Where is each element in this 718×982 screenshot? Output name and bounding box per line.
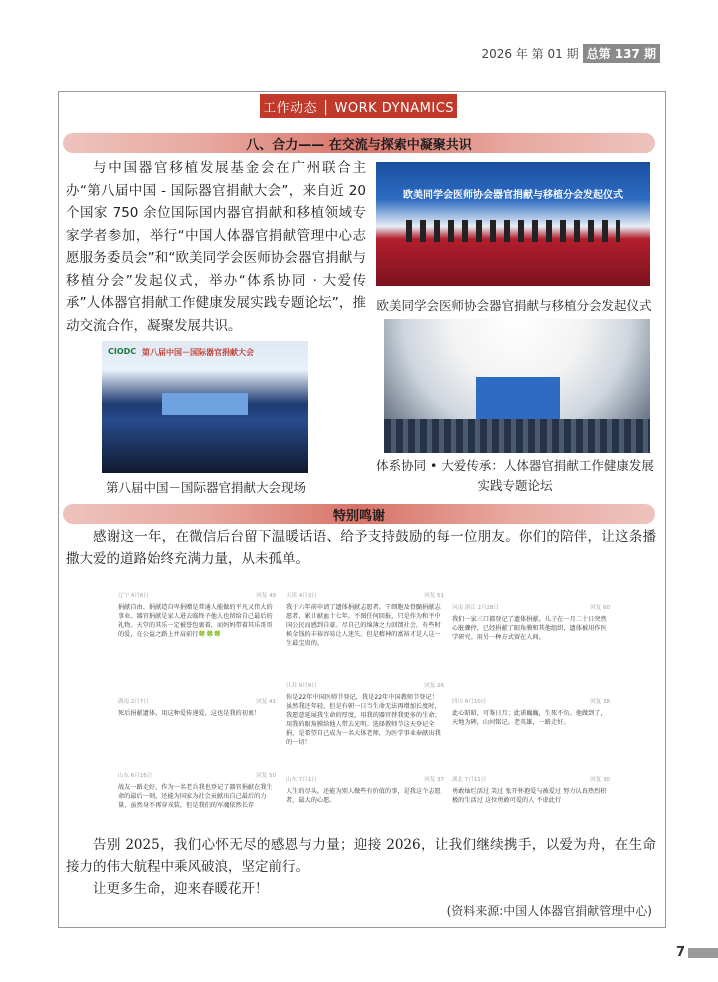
page-number: 7 [676,945,686,960]
comment-text: 死后捐献遗体，用这种爱传递爱，这也是我的初衷！ [118,710,261,717]
comment-likes: 回复 30 [590,777,610,783]
comment-meta: 山东 7月1日 [286,777,317,783]
comment-card [452,776,610,805]
comment-text: 我于六年前申请了遗体捐献志愿者。干细胞及骨髓捐献志愿者，累计献血十七年。不图任何回报，只是作为和平中国公民而感到自豪。尽自己的绵薄之力回馈社会，有些时候金钱的丰裕容易让人迷失。但是精神的富裕才是人这一生最宝贵的。 [286,604,441,647]
comment-meta: 湖南 2月7日 [118,699,149,705]
comment-card [286,682,444,747]
comment-text: 你是22年中国医师节登记，我是22年中国教师节登记！虽然我还年轻，但是有朝一日当生命无法再增加长度时，我愿意延展我生命的厚度，用我的器官替我更多的生命；用我的眼角膜给他人带去光明。选择教师节这天登记全捐，是希望自己成为一名大体老师，为医学事业奉献出我的一切！ [286,694,441,746]
issue-info [482,44,660,63]
conference-logo: CIODC [108,347,137,356]
intro-paragraph: 与中国器官移植发展基金会在广州联合主办“第八届中国 - 国际器官捐献大会”，来自近 20 个国家 750 余位国际国内器官捐献和移植领域专家学者参加，举行“中国人体器官捐献管理中心志愿服务委员会”和“欧美同学会医师协会器官捐献与移植分会”发起仪式，举办“体系协同 · 大爱传承”人体器官捐献工作健康发展实践专题论坛”，推动交流合作，凝聚发展共识。 [66,160,366,334]
conference-screen [162,393,248,415]
comment-meta: 四川 6月10日 [452,699,487,705]
ceremony-caption: 欧美同学会医师协会器官捐献与移植分会发起仪式 [376,298,652,313]
conference-photo [102,341,308,473]
conference-banner-title: 第八届中国－国际器官捐献大会 [142,348,254,357]
comment-meta: 江苏 9月9日 [286,683,317,689]
comment-meta: 湖北 7月11日 [452,777,487,783]
comment-likes: 回复 50 [256,773,276,779]
issue-total-badge: 总第 137 期 [583,44,660,63]
closing-paragraph-1: 告别 2025，我们心怀无尽的感恩与力量；迎接 2026，让我们继续携手，以爱为舟，在生命接力的伟大航程中乘风破浪，坚定前行。 [66,837,656,875]
comment-likes: 回复 60 [590,605,610,611]
issue-number: 2026 年 第 01 期 [481,47,579,61]
comment-card [118,592,276,639]
comment-likes: 回复 49 [256,593,276,599]
comment-likes: 回复 37 [424,777,444,783]
comment-card [452,698,610,727]
comment-text: 我们一家三口都登记了遗体捐献。儿子在一月二十日突然心脏骤停，已经捐献了眼角膜和其他组织，遗体被用作医学研究。用另一种方式留在人间。 [452,616,607,641]
comment-meta: 天津 4月3日 [286,593,317,599]
stage-people [406,220,620,242]
comment-text: 人生的尽头，还能为别人做些有价值的事，是我这个志愿者，最大的心愿。 [286,788,441,804]
comment-text: 捐献自由、捐献造自卑捐赠是普通人能做的平凡又伟大的事业。器官捐献是家人进去临终予他人也留给自己最后的礼物。天堂的其乐一定被誉包裹着，而妈妈带着其乐哥哥的爱，在公益之路上并肩前行🍀🍀🍀 [118,604,273,638]
comment-meta: 辽宁 4月6日 [118,593,149,599]
ceremony-banner-text: 欧美同学会医师协会器官捐献与移植分会发起仪式 [403,190,623,201]
forum-photo [384,319,650,453]
section-heading-cooperation: 八、合力—— 在交流与探索中凝聚共识 [63,133,655,153]
conference-caption: 第八届中国－国际器官捐献大会现场 [105,480,306,495]
comment-card [286,776,444,805]
source-note: (资料来源:中国人体器官捐献管理中心) [446,904,652,918]
comment-meta: 河南 浙江 2月28日 [452,605,499,611]
closing-paragraph-2: 让更多生命，迎来春暖花开！ [93,881,269,897]
forum-screen [476,377,560,419]
comment-likes: 回复 26 [424,683,444,689]
comments-collage [118,592,618,818]
comment-meta: 山东 6月16日 [118,773,153,779]
comment-card [452,604,610,642]
comment-text: 勇敢灿烂活过 笑过 张开怀抱爱与被爱过 努力认真热烈积极的生活过 这位勇敢可爱的人 不虚此行 [452,788,607,804]
comment-card [118,772,276,810]
comment-text: 战友一路走好，作为一名老兵我也登记了器官捐献在我生命的最后一刻，还能为国家为社会贡献出自己最后的力量，虽然身不再穿戎装，但是我们的军魂依然长存 [118,784,273,809]
section-heading-thanks: 特别鸣谢 [63,504,655,524]
page-tab-marker [688,948,718,958]
section-tab: 工作动态 │ WORK DYNAMICS [260,94,457,118]
comment-text: 此心昭昭，可鉴日月；此诺巍巍，生死不负。他做到了，天地为碑，山河铭记。老英雄，一路走好。 [452,710,607,726]
comment-card [286,592,444,648]
comment-likes: 回复 41 [256,699,276,705]
ceremony-photo [376,162,650,286]
forum-caption: 体系协同 • 大爱传承：人体器官捐献工作健康发展实践专题论坛 [376,458,654,493]
forum-audience [384,419,650,453]
comment-likes: 回复 51 [424,593,444,599]
comment-likes: 回复 38 [590,699,610,705]
closing-paragraphs [66,834,656,900]
thanks-paragraph: 感谢这一年，在微信后台留下温暖话语、给予支持鼓励的每一位朋友。你们的陪伴，让这条播撒大爱的道路始终充满力量，从未孤单。 [66,529,656,567]
comment-card [118,698,276,718]
